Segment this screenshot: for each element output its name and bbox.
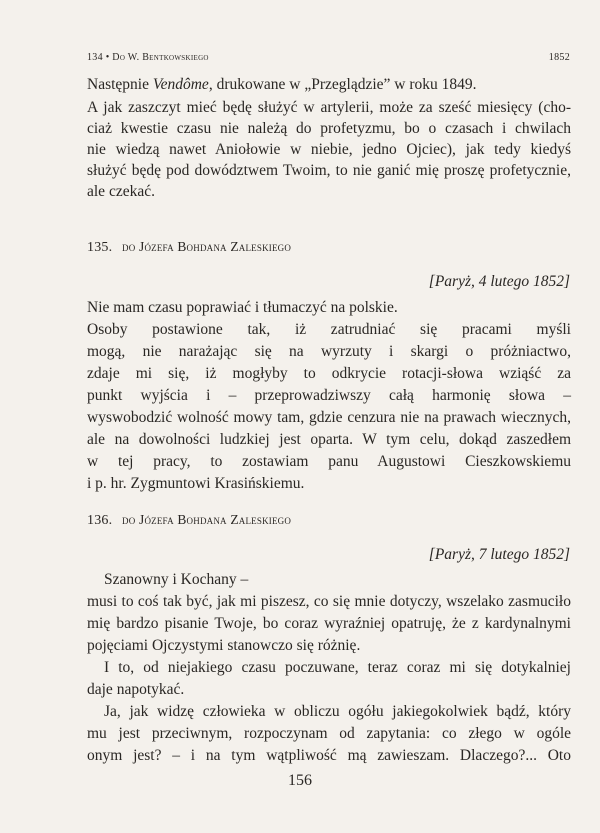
letter-dateline: [Paryż, 7 lutego 1852] — [428, 546, 570, 563]
running-head-left: 134 • Do W. Bentkowskiego — [87, 52, 209, 63]
letter-title: do Józefa Bohdana Zaleskiego — [122, 239, 292, 254]
running-head-year: 1852 — [548, 52, 570, 63]
text-line: A jak zaszczyt mieć będę służyć w artylerii, może za sześć miesięcy (cho- — [87, 99, 571, 116]
text-line: onym jest? – i na tym wątpliwość mą zawieszam. Dlaczego?... Oto — [87, 747, 571, 764]
text-line: punkt wyjścia i – przeprowadziwszy całą harmonię słowa – — [87, 387, 571, 404]
text-line: wyswobodzić wolność mowy tam, gdzie cenzura nie na prawach wiecznych, — [87, 409, 571, 426]
text-line: mię bardzo pisanie Twoje, bo coraz wyraźniej opatruję, że z kardynalnymi — [87, 615, 571, 632]
text-line: służyć będę pod dowództwem Twoim, to nie ganić mię proszę profetycznie, — [87, 162, 571, 179]
text-line: nie wiedzą nawet Aniołowie w niebie, jedno Ojciec), jak tedy kiedyś — [87, 141, 571, 158]
letter-dateline: [Paryż, 4 lutego 1852] — [428, 273, 570, 290]
text-line: Osoby postawione tak, iż zatrudniać się pracami myśli — [87, 321, 571, 338]
work-title: Vendôme — [152, 76, 209, 93]
page-number: 156 — [288, 772, 312, 789]
text-line: Następnie Vendôme, drukowane w „Przeglądzie” w roku 1849. — [87, 76, 477, 93]
letter-number: 135. — [87, 240, 113, 255]
text-line: ale na dowolności ludzkiej jest oparta. W tym celu, dokąd zaszedłem — [87, 431, 571, 448]
letter-number: 136. — [87, 513, 113, 528]
text-line: w tej pracy, to zostawiam panu Augustowi Cieszkowskiemu — [87, 453, 571, 470]
text-line: Ja, jak widzę człowieka w obliczu ogółu jakiegokolwiek bądź, który — [104, 703, 571, 720]
text-line: Nie mam czasu poprawiać i tłumaczyć na polskie. — [87, 299, 398, 316]
letter-heading-135 — [87, 239, 291, 256]
text-line: ale czekać. — [87, 183, 155, 200]
letter-heading-136 — [87, 512, 291, 529]
text-line: mogą, nie narażając się na wyrzuty i skargi o próżniactwo, — [87, 343, 571, 360]
text-line: pojęciami Ojczystymi stanowczo się różnię. — [87, 637, 361, 654]
text-line: ciaż kwestie czasu nie należą do profetyzmu, bo o czasach i chwilach — [87, 120, 571, 137]
text-line: zdaje mi się, iż mogłyby to odkrycie rotacji-słowa wziąść za — [87, 365, 571, 382]
text-line: Szanowny i Kochany – — [104, 571, 249, 588]
text-line: I to, od niejakiego czasu poczuwane, teraz coraz mi się dotykalniej — [104, 659, 571, 676]
text-line: musi to coś tak być, jak mi piszesz, co się mnie dotyczy, wszelako zasmuciło — [87, 593, 571, 610]
text-line: i p. hr. Zygmuntowi Krasińskiemu. — [87, 475, 305, 492]
text-line: daje napotykać. — [87, 681, 185, 698]
letter-title: do Józefa Bohdana Zaleskiego — [122, 512, 292, 527]
text-line: mu jest przeciwnym, rozpoczynam od zapytania: co złego w ogóle — [87, 725, 571, 742]
